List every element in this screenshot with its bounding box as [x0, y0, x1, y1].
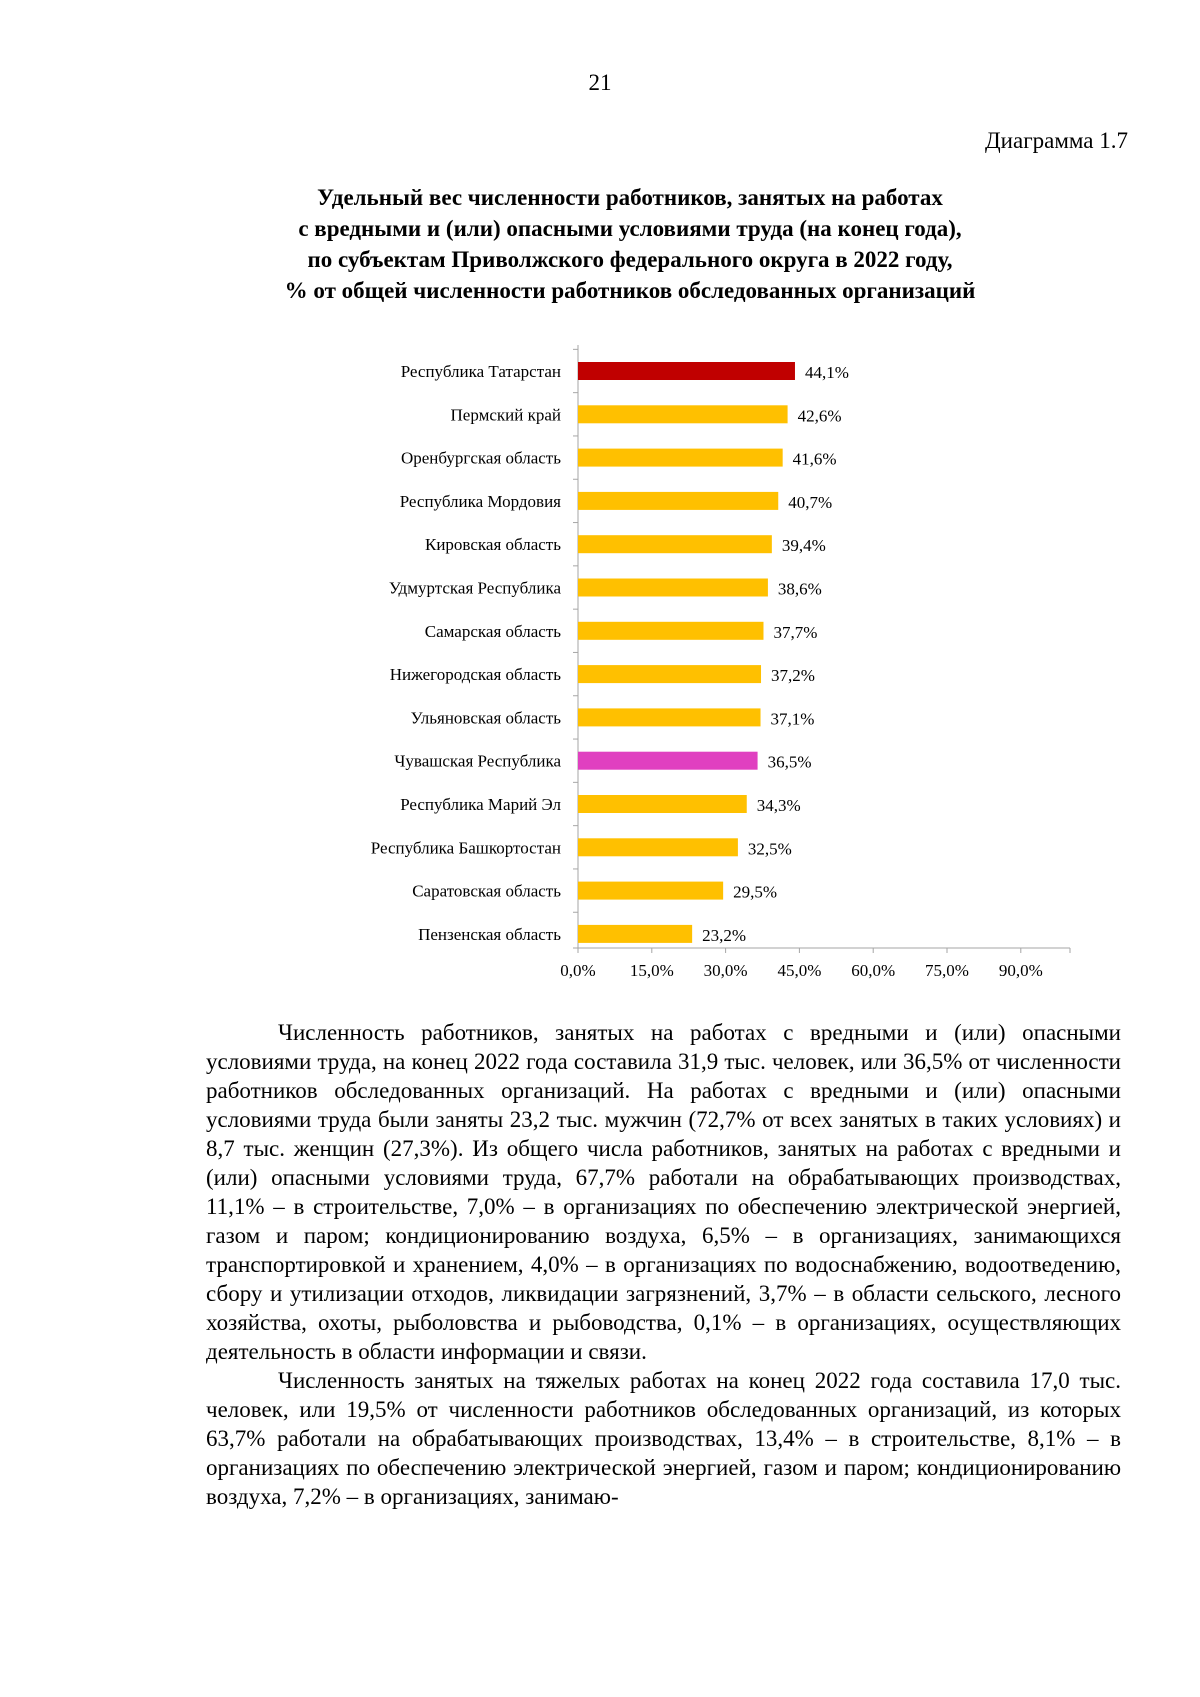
- chart-title-line: по субъектам Приволжского федерального округа в 2022 году,: [307, 247, 953, 272]
- x-tick-label: 90,0%: [998, 961, 1043, 980]
- y-tick-label: Кировская область: [424, 535, 561, 555]
- y-tick-label: Нижегородская область: [389, 665, 561, 685]
- y-tick-label: Республика Мордовия: [399, 491, 561, 511]
- y-tick-label: Самарская область: [424, 621, 561, 641]
- chart-title-line: % от общей численности работников обследованных организаций: [284, 278, 976, 303]
- data-label: 23,2%: [702, 925, 747, 945]
- bar: [578, 492, 778, 510]
- y-tick-label: Чувашская Республика: [394, 751, 561, 771]
- x-tick-label: 0,0%: [560, 961, 596, 980]
- data-label: 40,7%: [788, 492, 833, 512]
- bar: [578, 535, 772, 553]
- y-tick-label: Саратовская область: [412, 881, 561, 901]
- bar: [578, 665, 761, 683]
- y-tick-label: Удмуртская Республика: [388, 578, 561, 598]
- data-label: 32,5%: [747, 839, 792, 859]
- data-label: 37,1%: [770, 709, 815, 729]
- chart-title: [200, 182, 1060, 306]
- body-paragraph: Численность занятых на тяжелых работах на конец 2022 года составила 17,0 тыс. человек, или 19,5% от численности работников обследованных организаций, из которых 63,7% работали на обрабатывающих производствах, 13,4% – в строительстве, 8,1% – в организациях по обеспечению электрической энергией, газом и паром; кондиционированию воздуха, 7,2% – в организациях, занимаю-: [206, 1368, 1121, 1509]
- page-number: 21: [588, 70, 612, 95]
- bar: [578, 752, 758, 770]
- body-paragraph: Численность работников, занятых на работах с вредными и (или) опасными условиями труда, на конец 2022 года составила 31,9 тыс. человек, или 36,5% от численности работников обследованных организаций. На работах с вредными и (или) опасными условиями труда были заняты 23,2 тыс. мужчин (72,7% от всех занятых в таких условиях) и 8,7 тыс. женщин (27,3%). Из общего числа работников, занятых на работах с вредными и (или) опасными условиями труда, 67,7% работали на обрабатывающих производствах, 11,1% – в строительстве, 7,0% – в организациях по обеспечению электрической энергией, газом и паром; кондиционированию воздуха, 6,5% – в организациях, занимающихся транспортировкой и хранением, 4,0% – в организациях по водоснабжению, водоотведению, сбору и утилизации отходов, ликвидации загрязнений, 3,7% – в области сельского, лесного хозяйства, охоты, рыболовства и рыбоводства, 0,1% – в организациях, осуществляющих деятельность в области информации и связи.: [206, 1020, 1121, 1364]
- bar: [578, 405, 788, 423]
- bar: [578, 449, 783, 467]
- bar: [578, 708, 761, 726]
- x-tick-label: 15,0%: [629, 961, 674, 980]
- x-tick-label: 75,0%: [925, 961, 969, 980]
- y-tick-label: Республика Башкортостан: [370, 838, 561, 858]
- bar: [578, 838, 738, 856]
- data-label: 37,7%: [773, 622, 818, 642]
- data-label: 29,5%: [733, 882, 778, 902]
- y-tick-label: Республика Марий Эл: [400, 795, 561, 814]
- bar: [578, 362, 795, 380]
- data-label: 44,1%: [804, 363, 849, 382]
- diagram-caption: Диаграмма 1.7: [984, 128, 1128, 153]
- data-label: 39,4%: [781, 536, 826, 556]
- data-label: 37,2%: [771, 666, 815, 686]
- bar: [578, 882, 723, 900]
- data-label: 41,6%: [792, 449, 837, 469]
- bar: [578, 579, 768, 597]
- data-label: 42,6%: [797, 406, 842, 426]
- y-tick-label: Республика Татарстан: [400, 362, 561, 381]
- chart-title-line: Удельный вес численности работников, занятых на работах: [317, 185, 943, 210]
- chart-title-line: с вредными и (или) опасными условиями труда (на конец года),: [298, 216, 962, 241]
- data-label: 36,5%: [767, 752, 812, 772]
- data-label: 38,6%: [777, 579, 822, 599]
- body-text: [206, 1018, 1121, 1511]
- y-tick-label: Пермский край: [450, 405, 561, 425]
- y-tick-label: Пензенская область: [418, 924, 561, 944]
- x-tick-label: 45,0%: [777, 961, 822, 980]
- y-tick-label: Оренбургская область: [400, 448, 561, 468]
- data-label: 34,3%: [756, 796, 801, 815]
- bar-chart: [230, 340, 1090, 990]
- bar: [578, 795, 747, 813]
- bar: [578, 622, 763, 640]
- bar: [578, 925, 692, 943]
- y-tick-label: Ульяновская область: [410, 708, 561, 728]
- x-tick-label: 60,0%: [851, 961, 896, 980]
- x-tick-label: 30,0%: [703, 961, 748, 980]
